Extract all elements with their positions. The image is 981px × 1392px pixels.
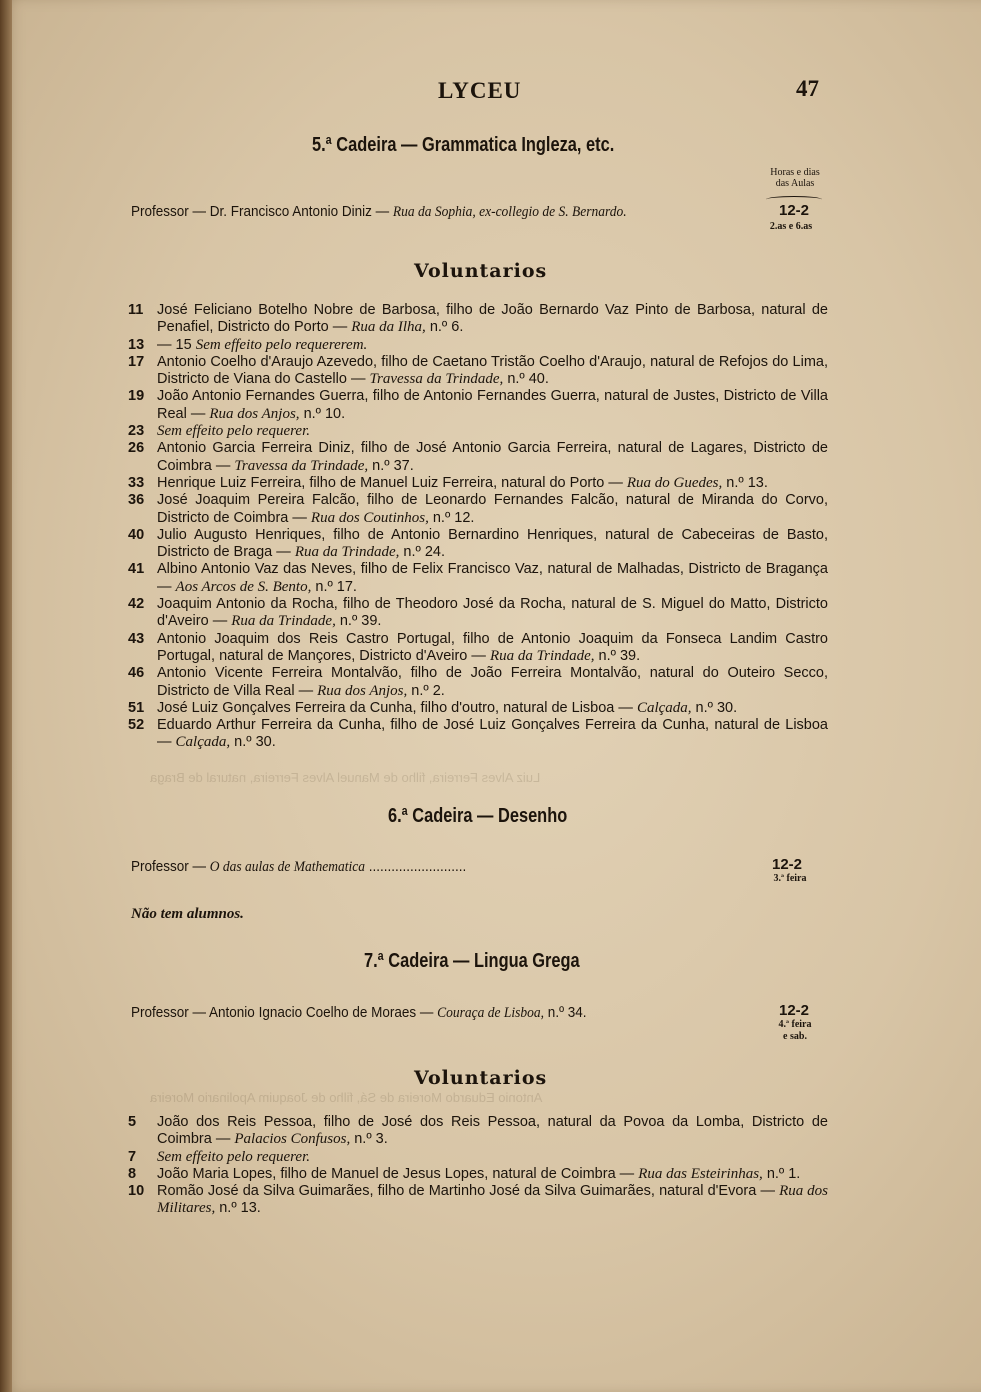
- entry-number: 52: [128, 717, 145, 734]
- list-item: [128, 1183, 828, 1218]
- hours-6: 12-2: [772, 856, 803, 873]
- entry-number: 26: [128, 440, 145, 457]
- professor-label: Professor — Dr. Francisco Antonio Diniz —: [131, 203, 390, 220]
- entry-number: 43: [128, 630, 145, 647]
- entry-description: João Maria Lopes, filho de Manuel de Jesus Lopes, natural de Coimbra —: [157, 1165, 639, 1182]
- entry-house-number: n.º 24.: [399, 544, 446, 561]
- entry-house-number: n.º 1.: [762, 1165, 801, 1182]
- entry-description: Albino Antonio Vaz das Neves, filho de Felix Francisco Vaz, natural de Malhadas, Districto de Bragança —: [157, 561, 828, 595]
- entry-text: [157, 596, 828, 631]
- list-item: [128, 700, 828, 717]
- entry-list-5: [128, 302, 828, 752]
- entry-house-number: n.º 6.: [425, 319, 464, 336]
- entry-description: José Joaquim Pereira Falcão, filho de Leonardo Fernandes Falcão, natural de Miranda do Corvo, Districto de Coimbra —: [157, 492, 828, 526]
- entry-text: [157, 561, 828, 596]
- professor-address: Couraça de Lisboa,: [437, 1005, 545, 1021]
- entry-description: José Feliciano Botelho Nobre de Barbosa, filho de João Bernardo Vaz Pinto de Barbosa, natural de Penafiel, Districto do Porto —: [157, 302, 828, 336]
- list-item: [128, 1114, 828, 1149]
- hours-days-note: Horas e dias das Aulas: [770, 167, 820, 189]
- entry-text: [157, 1114, 828, 1149]
- entry-number: 19: [128, 388, 145, 405]
- entry-address: Palacios Confusos,: [234, 1131, 351, 1148]
- list-item: [128, 561, 828, 596]
- entry-number: 33: [128, 474, 145, 491]
- entry-text: [157, 527, 828, 562]
- entry-address: Rua dos Militares,: [157, 1183, 828, 1217]
- list-item: [128, 423, 828, 440]
- entry-address: Rua dos Coutinhos,: [310, 509, 429, 526]
- section-title-6: 6.ª Cadeira — Desenho: [388, 805, 568, 827]
- entry-text: [157, 354, 828, 389]
- entry-text: [157, 423, 828, 440]
- entry-address: Sem effeito pelo requerer.: [157, 1148, 311, 1165]
- entry-house-number: n.º 39.: [335, 613, 382, 630]
- professor-line-7: [131, 1004, 587, 1022]
- section-title-7: 7.ª Cadeira — Lingua Grega: [364, 950, 580, 972]
- entry-number: 41: [128, 561, 145, 578]
- no-students-note: Não tem alumnos.: [131, 906, 244, 922]
- entry-number: 8: [128, 1165, 137, 1182]
- entry-description: João dos Reis Pessoa, filho de José dos Reis Pessoa, natural da Povoa da Lomba, Districto de Coimbra —: [157, 1114, 828, 1148]
- entry-text: [157, 492, 828, 527]
- entry-description: Romão José da Silva Guimarães, filho de Martinho José da Silva Guimarães, natural d'Evora —: [157, 1183, 780, 1200]
- entry-address: Rua das Esteirinhas,: [638, 1165, 763, 1182]
- section-title-5: 5.ª Cadeira — Grammatica Ingleza, etc.: [312, 134, 615, 156]
- professor-text: O das aulas de Mathematica: [209, 859, 366, 875]
- professor-label: Professor —: [131, 858, 207, 875]
- list-item: [128, 1149, 828, 1166]
- list-item: [128, 337, 828, 354]
- list-item: [128, 1166, 828, 1183]
- entry-description: Julio Augusto Henriques, filho de Antonio Bernardino Henriques, natural de Cabeceiras de Basto, Districto de Braga —: [157, 526, 828, 561]
- dot-leader: ..........................: [365, 858, 467, 875]
- entry-description: Eduardo Arthur Ferreira da Cunha, filho de José Luiz Gonçalves Ferreira da Cunha, natural de Lisboa —: [157, 717, 828, 751]
- professor-label: Professor — Antonio Ignacio Coelho de Moraes —: [131, 1004, 434, 1021]
- professor-number: n.º 34.: [544, 1004, 587, 1021]
- entry-house-number: n.º 13.: [215, 1200, 261, 1217]
- entry-description: José Luiz Gonçalves Ferreira da Cunha, filho d'outro, natural de Lisboa —: [157, 699, 637, 716]
- entry-address: Rua da Trindade,: [489, 647, 595, 664]
- entry-address: Calçada,: [175, 734, 231, 751]
- entry-description: Henrique Luiz Ferreira, filho de Manuel Luiz Ferreira, natural do Porto —: [157, 474, 627, 491]
- running-head: LYCEU: [438, 78, 522, 103]
- entry-text: [157, 1183, 828, 1218]
- entry-number: 36: [128, 492, 145, 509]
- entry-number: 11: [128, 302, 144, 318]
- entry-address: Rua da Ilha,: [351, 319, 426, 336]
- entry-text: [157, 475, 828, 492]
- entry-address: Aos Arcos de S. Bento,: [175, 578, 312, 595]
- entry-text: [157, 440, 828, 475]
- entry-house-number: n.º 30.: [691, 699, 738, 716]
- entry-number: 17: [128, 353, 145, 370]
- list-item: [128, 665, 828, 700]
- list-item: [128, 492, 828, 527]
- list-item: [128, 388, 828, 423]
- days-6: 3.ª feira: [773, 873, 807, 884]
- entry-number: 10: [128, 1183, 145, 1200]
- entry-address: Rua dos Anjos,: [317, 682, 408, 699]
- list-item: [128, 596, 828, 631]
- entry-description: — 15: [157, 336, 196, 353]
- entry-description: Joaquim Antonio da Rocha, filho de Theodoro José da Rocha, natural de S. Miguel do Matto, Districto d'Aveiro —: [157, 596, 828, 630]
- entry-number: 40: [128, 526, 145, 543]
- entry-text: [157, 388, 828, 423]
- entry-house-number: n.º 30.: [230, 734, 276, 751]
- entry-number: 13: [128, 336, 145, 353]
- entry-text: [157, 700, 828, 717]
- entry-house-number: n.º 37.: [368, 457, 414, 474]
- entry-text: [157, 337, 828, 354]
- entry-address: Rua do Guedes,: [626, 474, 723, 491]
- list-item: [128, 302, 828, 337]
- entry-house-number: n.º 12.: [428, 509, 475, 526]
- days-7: 4.ª feira e sab.: [778, 1019, 812, 1042]
- hours-7: 12-2: [779, 1002, 810, 1019]
- page-number: 47: [796, 76, 819, 101]
- hours-5: 12-2: [779, 202, 810, 219]
- entry-address: Travessa da Trindade,: [369, 371, 504, 388]
- entry-address: Rua dos Anjos,: [209, 405, 300, 422]
- entry-text: [157, 717, 828, 752]
- entry-house-number: n.º 3.: [350, 1131, 388, 1148]
- entry-address: Sem effeito pelo requerer.: [157, 423, 311, 440]
- entry-description: Antonio Joaquim dos Reis Castro Portugal, filho de Antonio Joaquim da Fonseca Landim Castro Portugal, natural de Mançores, Districto d'Aveiro —: [157, 630, 828, 664]
- professor-address: Rua da Sophia, ex-collegio de S. Bernardo.: [392, 204, 627, 220]
- binding-gutter: [0, 0, 12, 1392]
- show-through: Antonio Eduardo Moreira de Sá, filho de Joaquim Apolinario Moreira: [150, 1090, 543, 1105]
- entry-number: 51: [128, 699, 145, 716]
- show-through: Luiz Alves Ferreira, filho de Manuel Alves Ferreira, natural de Braga: [150, 770, 541, 785]
- entry-text: [157, 631, 828, 666]
- entry-address: Travessa da Trindade,: [234, 457, 369, 474]
- days-5: 2.as e 6.as: [769, 221, 813, 232]
- entry-text: [157, 1166, 828, 1183]
- entry-address: Rua da Trindade,: [294, 544, 400, 561]
- entry-address: Calçada,: [636, 699, 692, 716]
- entry-address: Rua da Trindade,: [231, 613, 336, 630]
- entry-text: [157, 302, 828, 337]
- entry-number: 23: [128, 423, 145, 440]
- entry-text: [157, 665, 828, 700]
- entry-house-number: n.º 39.: [594, 647, 641, 664]
- entry-house-number: n.º 13.: [722, 474, 768, 491]
- list-item: [128, 440, 828, 475]
- entry-house-number: n.º 17.: [311, 578, 357, 595]
- list-item: [128, 527, 828, 562]
- entry-description: Antonio Garcia Ferreira Diniz, filho de José Antonio Garcia Ferreira, natural de Lagares, Districto de Coimbra —: [157, 440, 828, 474]
- voluntarios-title-7: Voluntarios: [414, 1067, 548, 1089]
- entry-description: João Antonio Fernandes Guerra, filho de Antonio Fernandes Guerra, natural de Justes, Districto de Villa Real —: [157, 388, 828, 422]
- voluntarios-title-5: Voluntarios: [414, 260, 548, 282]
- entry-list-7: [128, 1114, 828, 1218]
- entry-house-number: n.º 10.: [299, 405, 346, 422]
- entry-number: 7: [128, 1148, 137, 1165]
- entry-house-number: n.º 40.: [503, 371, 549, 388]
- entry-description: Antonio Coelho d'Araujo Azevedo, filho de Caetano Tristão Coelho d'Araujo, natural de Refojos do Lima, Districto de Viana do Castello —: [157, 353, 828, 388]
- professor-line-5: [131, 203, 627, 221]
- entry-number: 5: [128, 1114, 137, 1130]
- entry-number: 42: [128, 596, 145, 613]
- entry-description: Antonio Vicente Ferreira Montalvão, filho de João Ferreira Montalvão, natural do Outeiro Secco, Districto de Villa Real —: [157, 665, 828, 699]
- list-item: [128, 354, 828, 389]
- entry-number: 46: [128, 665, 145, 682]
- list-item: [128, 631, 828, 666]
- professor-line-6: [131, 858, 466, 876]
- entry-house-number: n.º 2.: [407, 682, 445, 699]
- entry-address: Sem effeito pelo requererem.: [195, 336, 368, 353]
- list-item: [128, 717, 828, 752]
- entry-text: [157, 1149, 828, 1166]
- list-item: [128, 475, 828, 492]
